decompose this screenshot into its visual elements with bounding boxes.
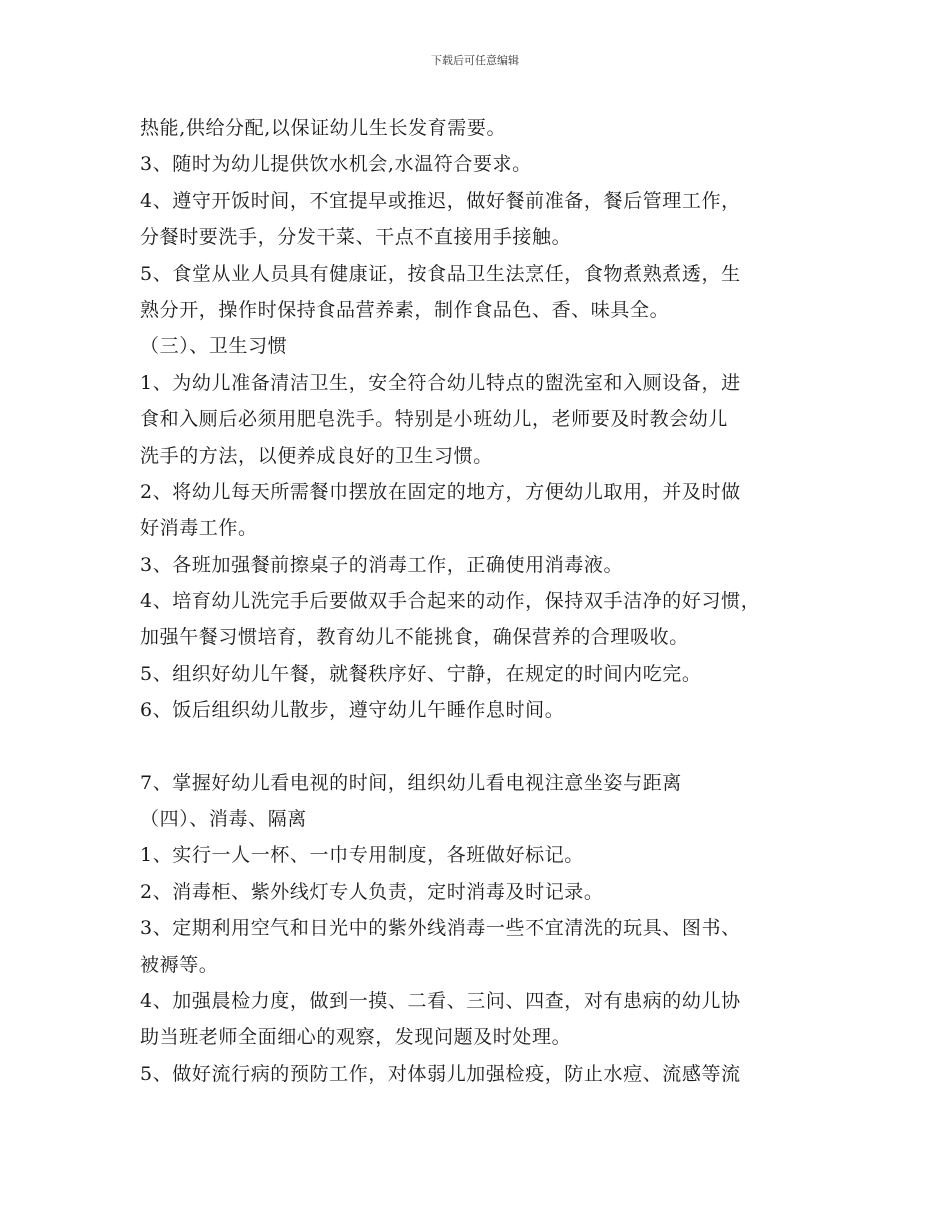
text-line: 加强午餐习惯培育，教育幼儿不能挑食，确保营养的合理吸收。	[140, 626, 689, 649]
text-line: 分餐时要洗手，分发干菜、干点不直接用手接触。	[140, 226, 572, 249]
text-line: 4、遵守开饭时间，不宜提早或推迟，做好餐前准备，餐后管理工作，	[140, 189, 741, 212]
paragraph-gap	[140, 729, 840, 765]
page-header: 下载后可任意编辑	[431, 54, 519, 67]
text-line: 3、定期利用空气和日光中的紫外线消毒一些不宜清洗的玩具、图书、	[140, 917, 741, 940]
text-line: 4、培育幼儿洗完手后要做双手合起来的动作，保持双手洁净的好习惯，	[140, 590, 761, 613]
text-line: 5、组织好幼儿午餐，就餐秩序好、宁静，在规定的时间内吃完。	[140, 662, 702, 685]
text-line: 5、做好流行病的预防工作，对体弱儿加强检疫，防止水痘、流感等流	[140, 1062, 741, 1085]
text-line: 7、掌握好幼儿看电视的时间，组织幼儿看电视注意坐姿与距离	[140, 771, 682, 794]
text-line: 3、随时为幼儿提供饮水机会,水温符合要求。	[140, 153, 532, 176]
document-body	[140, 110, 840, 1092]
text-line: 洗手的方法，以便养成良好的卫生习惯。	[140, 444, 493, 467]
section-heading: （四）、消毒、隔离	[140, 808, 307, 831]
text-line: 2、将幼儿每天所需餐巾摆放在固定的地方，方便幼儿取用，并及时做	[140, 480, 741, 503]
text-line: 4、加强晨检力度，做到一摸、二看、三问、四查，对有患病的幼儿协	[140, 989, 741, 1012]
text-block-2	[140, 765, 840, 1093]
text-line: 6、饭后组织幼儿散步，遵守幼儿午睡作息时间。	[140, 699, 565, 722]
section-heading: （三）、卫生习惯	[140, 335, 288, 358]
text-line: 熟分开，操作时保持食品营养素，制作食品色、香、味具全。	[140, 298, 670, 321]
text-line: 2、消毒柜、紫外线灯专人负责，定时消毒及时记录。	[140, 880, 604, 903]
text-line: 3、各班加强餐前擦桌子的消毒工作，正确使用消毒液。	[140, 553, 624, 576]
text-line: 热能,供给分配,以保证幼儿生长发育需要。	[140, 117, 507, 139]
text-line: 食和入厕后必须用肥皂洗手。特别是小班幼儿，老师要及时教会幼儿	[140, 408, 729, 431]
text-line: 好消毒工作。	[140, 517, 258, 540]
text-block-1	[140, 110, 840, 729]
text-line: 5、食堂从业人员具有健康证，按食品卫生法烹任，食物煮熟煮透，生	[140, 262, 741, 285]
text-line: 1、实行一人一杯、一巾专用制度，各班做好标记。	[140, 844, 584, 867]
text-line: 助当班老师全面细心的观察，发现问题及时处理。	[140, 1026, 572, 1049]
text-line: 被褥等。	[140, 953, 219, 976]
text-line: 1、为幼儿准备清洁卫生，安全符合幼儿特点的盥洗室和入厕设备，进	[140, 371, 741, 394]
